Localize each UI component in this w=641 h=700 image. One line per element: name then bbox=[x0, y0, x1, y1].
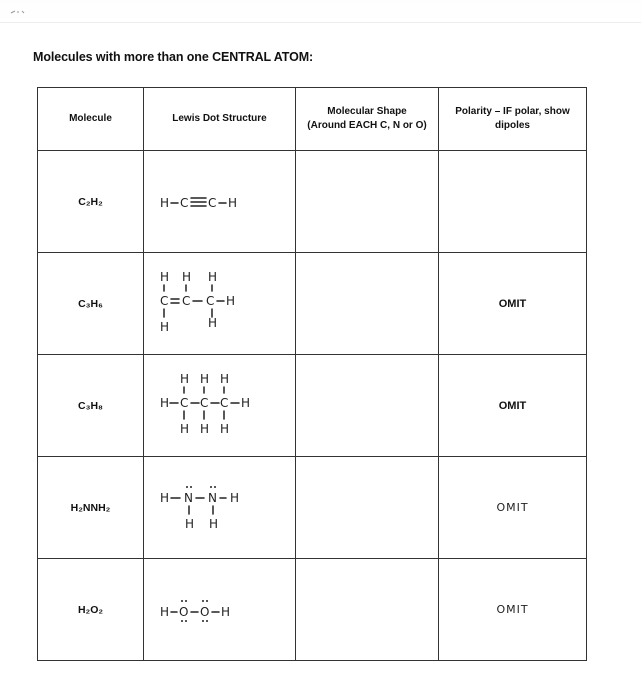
polarity-value: OMIT bbox=[498, 297, 527, 310]
lewis-structure-drawing bbox=[158, 478, 288, 538]
shape-cell bbox=[296, 253, 439, 355]
table-row bbox=[38, 355, 587, 457]
shape-cell bbox=[296, 457, 439, 559]
polarity-value: OMIT bbox=[496, 603, 529, 616]
svg-text:N: N bbox=[184, 490, 193, 505]
scribble-mark bbox=[10, 8, 34, 16]
polarity-cell bbox=[439, 355, 587, 457]
formula-label: C₃H₈ bbox=[78, 399, 103, 412]
svg-text:C: C bbox=[160, 293, 169, 308]
lewis-cell bbox=[144, 355, 296, 457]
svg-text:H: H bbox=[208, 315, 218, 330]
svg-text:H: H bbox=[230, 490, 240, 505]
formula-label: C₃H₆ bbox=[78, 297, 103, 310]
lewis-cell bbox=[144, 559, 296, 661]
svg-text:H: H bbox=[160, 604, 170, 619]
shape-cell bbox=[296, 559, 439, 661]
lewis-structure-drawing bbox=[158, 265, 278, 343]
polarity-cell bbox=[439, 457, 587, 559]
molecule-cell bbox=[38, 253, 144, 355]
svg-text:H: H bbox=[220, 371, 230, 386]
polarity-cell bbox=[439, 151, 587, 253]
svg-text:C: C bbox=[180, 395, 189, 410]
formula-label: H₂NNH₂ bbox=[70, 501, 111, 514]
svg-text:C: C bbox=[206, 293, 215, 308]
polarity-value: OMIT bbox=[496, 501, 529, 514]
polarity-cell bbox=[439, 253, 587, 355]
table-row bbox=[38, 457, 587, 559]
table-row bbox=[38, 151, 587, 253]
header-polarity bbox=[439, 88, 587, 151]
svg-text:H: H bbox=[209, 516, 219, 531]
svg-text:H: H bbox=[241, 395, 251, 410]
svg-text:C: C bbox=[220, 395, 229, 410]
header-shape-line1: Molecular Shape bbox=[327, 106, 407, 117]
svg-text:C: C bbox=[182, 293, 191, 308]
molecule-cell bbox=[38, 559, 144, 661]
svg-text:H: H bbox=[200, 421, 210, 436]
svg-text:H: H bbox=[180, 371, 190, 386]
svg-text:H: H bbox=[220, 421, 230, 436]
svg-text:N: N bbox=[208, 490, 217, 505]
lewis-structure-drawing bbox=[158, 590, 288, 630]
molecule-cell bbox=[38, 355, 144, 457]
shape-cell bbox=[296, 151, 439, 253]
svg-text:C: C bbox=[180, 195, 189, 210]
svg-text:H: H bbox=[185, 516, 195, 531]
svg-text:H: H bbox=[226, 293, 236, 308]
header-molecule: Molecule bbox=[38, 88, 144, 151]
header-polarity-line2: dipoles bbox=[494, 120, 530, 131]
svg-text:C: C bbox=[200, 395, 209, 410]
svg-text:H: H bbox=[228, 195, 238, 210]
worksheet-heading: Molecules with more than one CENTRAL ATOM: bbox=[33, 50, 314, 64]
table-row bbox=[38, 253, 587, 355]
svg-text:H: H bbox=[180, 421, 190, 436]
polarity-cell bbox=[439, 559, 587, 661]
svg-text:H: H bbox=[208, 269, 218, 284]
table-row bbox=[38, 559, 587, 661]
molecule-table bbox=[37, 87, 587, 661]
svg-text:H: H bbox=[160, 395, 170, 410]
page-top-edge bbox=[0, 0, 641, 23]
svg-text:O: O bbox=[200, 604, 210, 619]
svg-text:C: C bbox=[208, 195, 217, 210]
lewis-structure-drawing bbox=[158, 182, 278, 222]
svg-text:H: H bbox=[160, 319, 170, 334]
svg-text:O: O bbox=[179, 604, 189, 619]
lewis-cell bbox=[144, 457, 296, 559]
formula-label: H₂O₂ bbox=[77, 603, 104, 616]
lewis-cell bbox=[144, 151, 296, 253]
lewis-cell bbox=[144, 253, 296, 355]
header-shape bbox=[296, 88, 439, 151]
header-polarity-line1: Polarity – IF polar, show bbox=[455, 106, 570, 117]
header-shape-line2: (Around EACH C, N or O) bbox=[307, 120, 427, 131]
formula-label: C₂H₂ bbox=[78, 195, 103, 208]
lewis-structure-drawing bbox=[158, 367, 288, 445]
svg-text:H: H bbox=[160, 195, 170, 210]
svg-text:H: H bbox=[200, 371, 210, 386]
header-row bbox=[38, 88, 587, 151]
header-lewis: Lewis Dot Structure bbox=[144, 88, 296, 151]
svg-text:H: H bbox=[182, 269, 192, 284]
molecule-cell bbox=[38, 151, 144, 253]
shape-cell bbox=[296, 355, 439, 457]
svg-text:H: H bbox=[160, 490, 170, 505]
svg-text:H: H bbox=[160, 269, 170, 284]
molecule-cell bbox=[38, 457, 144, 559]
polarity-value: OMIT bbox=[498, 399, 527, 412]
svg-text:H: H bbox=[221, 604, 231, 619]
